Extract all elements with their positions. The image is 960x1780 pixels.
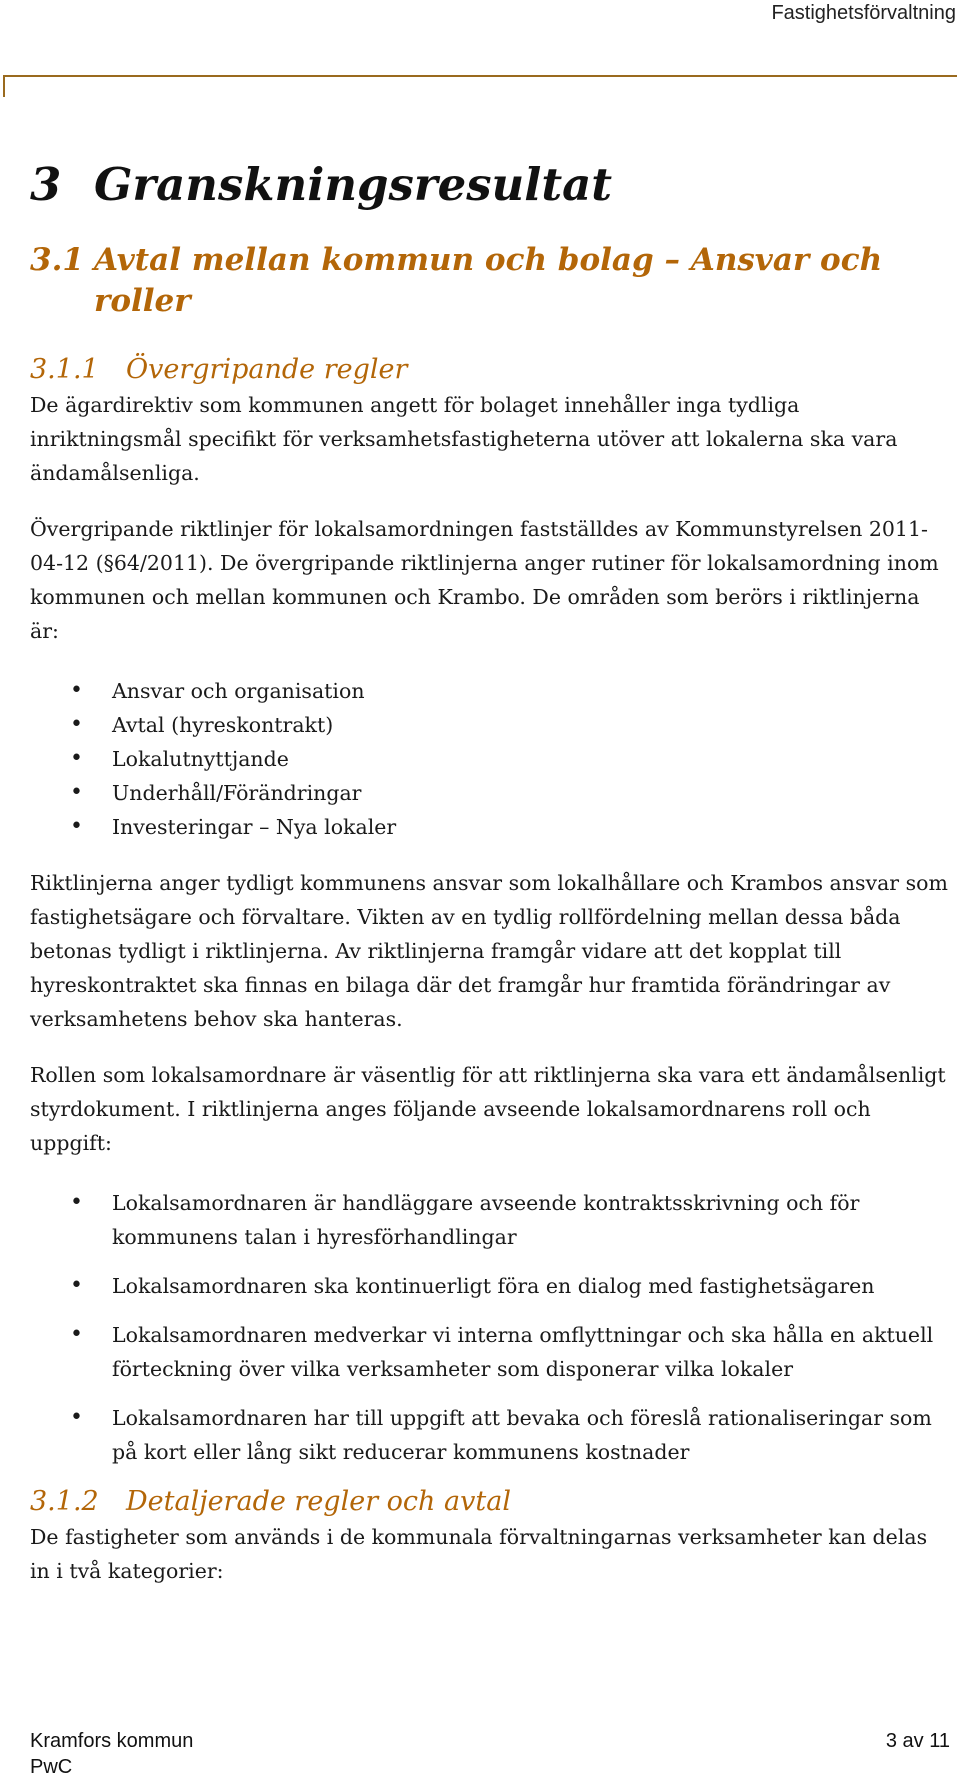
subsection-title: Detaljerade regler och avtal xyxy=(126,1486,511,1517)
footer-organization: Kramfors kommun xyxy=(30,1730,194,1752)
paragraph-responsibilities: Riktlinjerna anger tydligt kommunens ansvar som lokalhållare och Krambos ansvar som fastighetsägare och förvaltare. Vikten av en tydlig rollfördelning mellan dessa båda betonas tydligt i riktlinjerna. Av riktlinjerna framgår vidare att det kopplat till hyreskontraktet ska finnas en bilaga där det framgår hur framtida förändringar av verksamhetens behov ska hanteras. xyxy=(30,871,948,1031)
subsection-number: 3.1.2 xyxy=(30,1486,99,1517)
running-header: Fastighetsförvaltning xyxy=(771,2,956,24)
list-item: • Underhåll/Förändringar xyxy=(30,776,950,810)
chapter-heading xyxy=(30,150,950,220)
areas-list xyxy=(30,674,950,844)
chapter-title: Granskningsresultat xyxy=(94,158,613,211)
chapter-number: 3 xyxy=(30,158,62,211)
list-item: • Investeringar – Nya lokaler xyxy=(30,810,950,844)
paragraph-guidelines: Övergripande riktlinjer för lokalsamordningen fastställdes av Kommunstyrelsen 2011-04-12 (§64/2011). De övergripande riktlinjerna anger rutiner för lokalsamordning inom kommunen och mellan kommunen och Krambo. De områden som berörs i riktlinjerna är: xyxy=(30,517,939,643)
list-item: • Avtal (hyreskontrakt) xyxy=(30,708,950,742)
list-item: • Ansvar och organisation xyxy=(30,674,950,708)
paragraph-coordinator-role: Rollen som lokalsamordnare är väsentlig för att riktlinjerna ska vara ett ändamålsenligt styrdokument. I riktlinjerna anges följande avseende lokalsamordnarens roll och uppgift: xyxy=(30,1063,946,1155)
paragraph-property-categories: De fastigheter som används i de kommunala förvaltningarnas verksamheter kan delas in i två kategorier: xyxy=(30,1525,928,1583)
header-rule xyxy=(3,75,957,77)
subsection-heading xyxy=(30,1484,950,1520)
subsection-number: 3.1.1 xyxy=(30,354,99,385)
roles-list xyxy=(30,1186,950,1469)
section-number: 3.1 xyxy=(30,242,84,278)
list-item: • Lokalsamordnaren är handläggare avseende kontraktsskrivning och för kommunens talan i hyresförhandlingar xyxy=(30,1186,950,1254)
header-rule-tick xyxy=(3,75,5,97)
section-heading xyxy=(30,240,950,322)
subsection-title: Övergripande regler xyxy=(126,354,408,385)
list-item: • Lokalsamordnaren har till uppgift att bevaka och föreslå rationaliseringar som på kort eller lång sikt reducerar kommunens kostnader xyxy=(30,1401,950,1469)
page-number: 3 av 11 xyxy=(885,1730,950,1752)
footer-firm: PwC xyxy=(30,1756,73,1778)
list-item: • Lokalutnyttjande xyxy=(30,742,950,776)
list-item: • Lokalsamordnaren medverkar vi interna omflyttningar och ska hålla en aktuell förteckning över vilka verksamheter som disponerar vilka lokaler xyxy=(30,1318,950,1386)
subsection-heading xyxy=(30,352,950,388)
section-title: Avtal mellan kommun och bolag – Ansvar och roller xyxy=(94,242,883,319)
paragraph-ownership-directives: De ägardirektiv som kommunen angett för bolaget innehåller inga tydliga inriktningsmål specifikt för verksamhetsfastigheterna utöver att lokalerna ska vara ändamålsenliga. xyxy=(30,393,898,485)
footer-left xyxy=(30,1728,193,1780)
list-item: • Lokalsamordnaren ska kontinuerligt föra en dialog med fastighetsägaren xyxy=(30,1269,950,1303)
page-content xyxy=(30,150,950,1588)
